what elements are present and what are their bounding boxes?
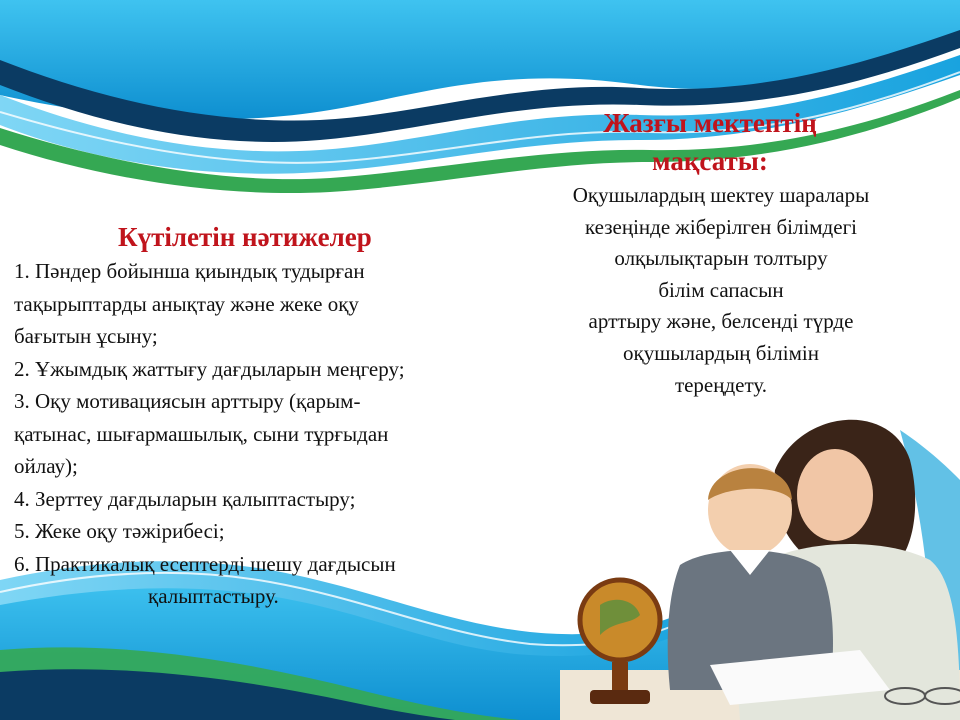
goal-line: оқушылардың білімін — [623, 340, 819, 365]
results-title: Күтілетін нәтижелер — [118, 222, 372, 252]
goal-line: олқылықтарын толтыру — [614, 246, 828, 271]
results-line: 5. Жеке оқу тәжірибесі; — [14, 519, 225, 543]
goal-line: білім сапасын — [658, 277, 784, 302]
results-line: 6. Практикалық есептерді шешу дағдысын — [14, 551, 396, 576]
goal-line: арттыру және, белсенді түрде — [588, 309, 854, 334]
goal-line: тереңдету. — [674, 372, 768, 397]
results-line: тақырыптарды анықтау және жеке оқу — [14, 291, 359, 316]
results-line: 2. Ұжымдық жаттығу дағдыларын меңгеру; — [14, 356, 405, 381]
results-line: 1. Пәндер бойынша қиындық тудырған — [14, 259, 365, 283]
teacher-student-illustration — [560, 400, 960, 720]
results-line: ойлау); — [14, 454, 78, 478]
results-line: бағытын ұсыну; — [14, 324, 158, 348]
results-line: қатынас, шығармашылық, сыни тұрғыдан — [14, 421, 389, 446]
results-line: 3. Оқу мотивациясын арттыру (қарым- — [14, 389, 361, 413]
goal-title-line: Жазғы мектептің — [603, 108, 817, 138]
goal-title — [560, 104, 860, 180]
goal-line: Оқушылардың шектеу шаралары — [572, 183, 870, 207]
results-line: 4. Зерттеу дағдыларын қалыптастыру; — [14, 486, 356, 511]
results-line: қалыптастыру. — [148, 584, 279, 608]
goal-line: кезеңінде жіберілген білімдегі — [584, 214, 858, 239]
results-list — [14, 255, 524, 613]
goal-title-line: мақсаты: — [652, 146, 768, 176]
goal-text — [516, 180, 926, 401]
